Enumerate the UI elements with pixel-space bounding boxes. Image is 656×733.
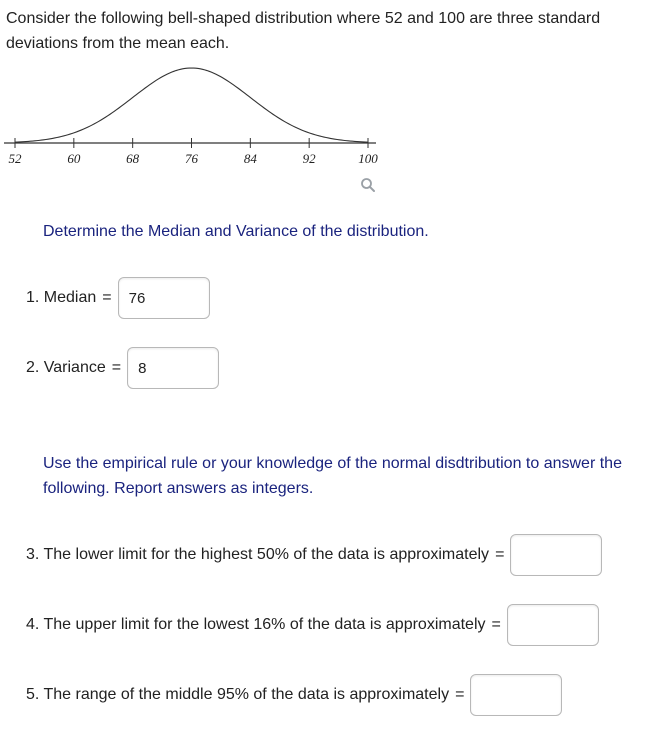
- question-label: 4. The upper limit for the lowest 16% of the data is approximately: [26, 616, 486, 633]
- equals-sign: =: [111, 359, 122, 376]
- x-tick-label: 52: [8, 151, 22, 166]
- question-range-middle-95: [26, 674, 562, 716]
- question-label: 5. The range of the middle 95% of the data is approximately: [26, 686, 450, 703]
- magnifier-icon[interactable]: [359, 176, 377, 194]
- question-median: [26, 277, 210, 319]
- upper-limit-answer-input[interactable]: [507, 604, 599, 646]
- x-tick-label: 92: [302, 151, 316, 166]
- section-instruction-empirical-rule: Use the empirical rule or your knowledge of the normal disdtribution to answer the following. Report answers as integers.: [43, 455, 622, 497]
- section-instruction-median-variance: Determine the Median and Variance of the distribution.: [43, 223, 429, 240]
- question-upper-limit-lowest-16: [26, 604, 599, 646]
- variance-answer-input[interactable]: [127, 347, 219, 389]
- x-tick-label: 60: [67, 151, 81, 166]
- bell-curve-chart: [0, 60, 400, 180]
- equals-sign: =: [495, 546, 505, 563]
- question-label: 1. Median: [26, 289, 97, 306]
- x-tick-label: 84: [243, 151, 257, 166]
- question-variance: [26, 347, 219, 389]
- question-lower-limit-highest-50: [26, 534, 602, 576]
- range-answer-input[interactable]: [470, 674, 562, 716]
- question-prompt: Consider the following bell-shaped distribution where 52 and 100 are three standard deviations from the mean each.: [6, 10, 601, 52]
- bell-curve-line: [15, 68, 368, 142]
- question-label: 3. The lower limit for the highest 50% of the data is approximately: [26, 546, 490, 563]
- x-tick-label: 68: [126, 151, 140, 166]
- equals-sign: =: [491, 616, 501, 633]
- lower-limit-answer-input[interactable]: [510, 534, 602, 576]
- x-tick-label: 76: [185, 151, 198, 166]
- x-tick-label: 100: [358, 151, 378, 166]
- equals-sign: =: [455, 686, 465, 703]
- median-answer-input[interactable]: [118, 277, 210, 319]
- equals-sign: =: [102, 289, 112, 306]
- question-label: 2. Variance: [26, 359, 106, 376]
